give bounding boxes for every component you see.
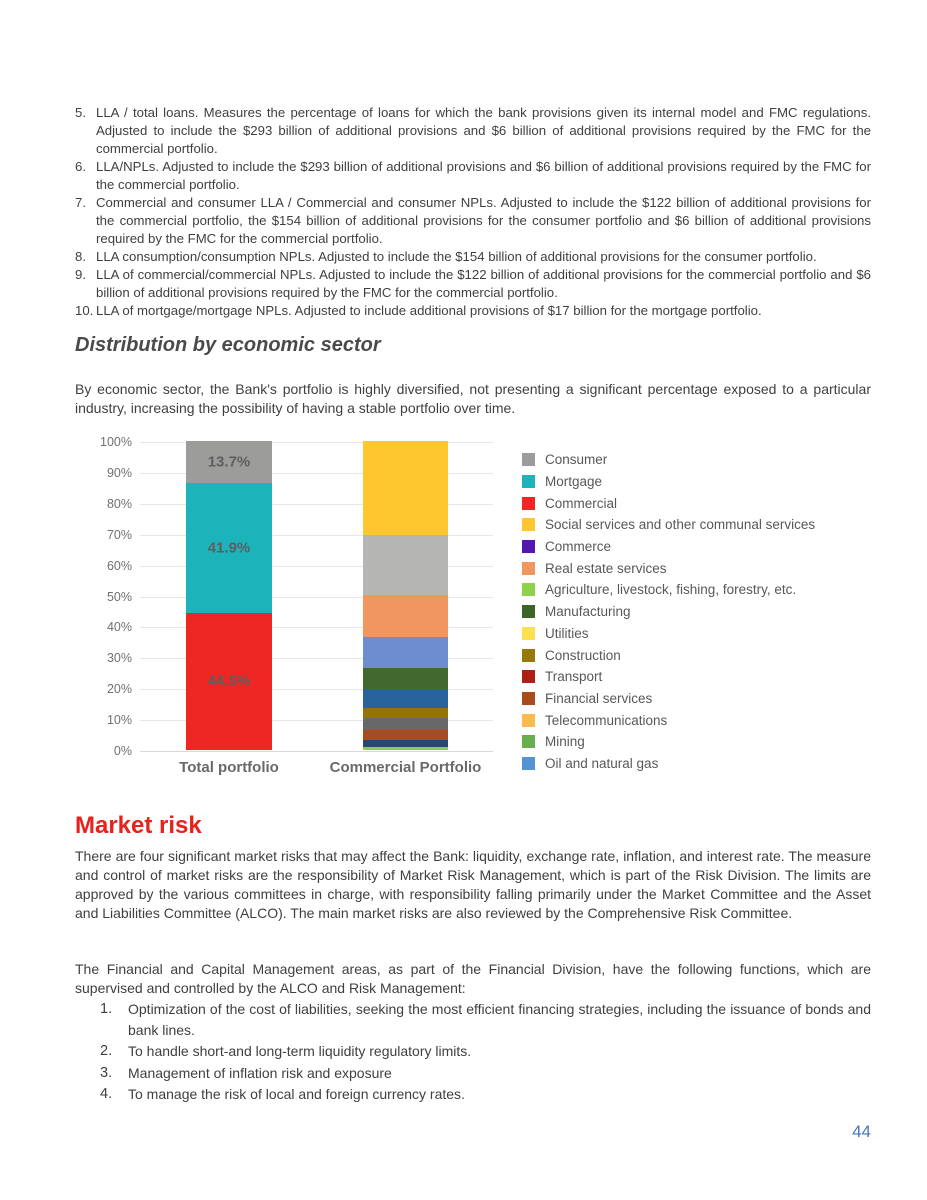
legend-item — [522, 536, 815, 558]
chart-plot-area — [100, 435, 493, 758]
list-item-text: LLA of mortgage/mortgage NPLs. Adjusted to include additional provisions of $17 billion for the mortgage portfolio. — [96, 303, 762, 318]
legend-label: Manufacturing — [545, 604, 631, 620]
legend-label: Transport — [545, 669, 603, 685]
legend-label: Mining — [545, 734, 585, 750]
note-item — [75, 266, 871, 302]
list-item-number: 1. — [100, 1001, 113, 1017]
legend-item — [522, 579, 815, 601]
legend-swatch-icon — [522, 735, 535, 748]
bar-segment — [363, 441, 448, 535]
legend-label: Agriculture, livestock, fishing, forestry, etc. — [545, 582, 797, 598]
legend-item — [522, 471, 815, 493]
list-item-number: 6. — [75, 159, 86, 174]
y-axis-tick-label: 40% — [106, 620, 132, 635]
list-item-number: 2. — [100, 1043, 113, 1059]
list-item-number: 7. — [75, 195, 86, 210]
legend-label: Commerce — [545, 539, 612, 555]
bar-segment — [363, 718, 448, 729]
note-item — [75, 248, 871, 266]
legend-swatch-icon — [522, 497, 535, 510]
legend-label: Social services and other communal services — [545, 517, 816, 533]
note-item — [75, 158, 871, 194]
legend-item — [522, 731, 815, 753]
y-axis-tick-label: 100% — [100, 435, 132, 449]
legend-swatch-icon — [522, 518, 535, 531]
function-item — [100, 999, 871, 1040]
list-item-text: LLA / total loans. Measures the percentage of loans for which the bank provisions given its internal model and FMC regulations. Adjusted to include the $293 billion of additional provisions and $6 billion of additional provisions required by the FMC for the commercial portfolio. — [96, 105, 871, 156]
bar-segment — [363, 668, 448, 689]
function-item — [100, 1041, 871, 1062]
list-item-number: 3. — [100, 1064, 113, 1081]
legend-label: Utilities — [545, 625, 589, 641]
list-item-text: Management of inflation risk and exposure — [128, 1064, 392, 1081]
category-label: Total portfolio — [179, 759, 279, 776]
bar-segment — [363, 730, 448, 740]
distribution-paragraph: By economic sector, the Bank's portfolio is highly diversified, not presenting a significant percentage exposed to a particular industry, increasing the possibility of having a stable portfolio over time. — [75, 381, 871, 416]
legend-item — [522, 492, 815, 514]
function-item — [100, 1084, 871, 1105]
legend-label: Mortgage — [545, 474, 603, 490]
legend-item — [522, 449, 815, 471]
legend-swatch-icon — [522, 757, 535, 770]
legend-item — [522, 753, 815, 775]
note-item — [75, 302, 871, 320]
legend-item — [522, 666, 815, 688]
list-item-number: 9. — [75, 267, 86, 282]
legend-item — [522, 514, 815, 536]
y-axis-tick-label: 0% — [113, 744, 132, 758]
list-item-number: 4. — [100, 1086, 113, 1102]
legend-label: Commercial — [545, 495, 618, 511]
legend-label: Oil and natural gas — [545, 755, 659, 771]
legend-label: Consumer — [545, 452, 608, 468]
economic-sector-chart — [96, 435, 896, 787]
list-item-number: 10. — [75, 303, 94, 318]
segment-data-label: 44.5% — [207, 672, 251, 690]
list-item-text: To handle short-and long-term liquidity regulatory limits. — [128, 1043, 472, 1059]
bar-segment — [363, 535, 448, 595]
legend-swatch-icon — [522, 714, 535, 727]
y-axis-tick-label: 90% — [106, 465, 132, 480]
legend-label: Telecommunications — [545, 712, 668, 728]
gridline — [140, 751, 493, 752]
list-item-text: Optimization of the cost of liabilities, seeking the most efficient financing strategies, including the issuance of bonds and bank lines. — [128, 1001, 871, 1038]
market-risk-paragraph-2: The Financial and Capital Management areas, as part of the Financial Division, have the following functions, which are supervised and controlled by the ALCO and Risk Management: — [75, 961, 871, 996]
legend-swatch-icon — [522, 670, 535, 683]
legend-swatch-icon — [522, 605, 535, 618]
legend-swatch-icon — [522, 692, 535, 705]
legend-swatch-icon — [522, 627, 535, 640]
section-title-market-risk: Market risk — [75, 812, 202, 839]
bar-segment — [363, 740, 448, 747]
y-axis-tick-label: 30% — [106, 651, 132, 666]
legend-swatch-icon — [522, 649, 535, 662]
list-item-number: 8. — [75, 249, 86, 264]
legend-item — [522, 709, 815, 731]
bar-segment — [363, 708, 448, 719]
y-axis-tick-label: 80% — [106, 496, 132, 511]
segment-data-label: 13.7% — [207, 453, 251, 471]
legend-swatch-icon — [522, 475, 535, 488]
legend-swatch-icon — [522, 540, 535, 553]
bar-segment — [363, 689, 448, 708]
chart-legend — [522, 449, 815, 774]
legend-item — [522, 644, 815, 666]
stacked-bar — [363, 441, 448, 750]
legend-item — [522, 601, 815, 623]
bar-segment — [363, 747, 448, 750]
list-item-text: LLA of commercial/commercial NPLs. Adjusted to include the $122 billion of additional provisions for the commercial portfolio and $6 billion of additional provisions required by the FMC for the commercial portfolio. — [96, 267, 871, 300]
functions-list — [100, 999, 871, 1106]
bar-segment — [363, 595, 448, 637]
segment-data-label: 41.9% — [207, 539, 251, 557]
y-axis-tick-label: 60% — [106, 558, 132, 573]
note-item — [75, 194, 871, 248]
y-axis-tick-label: 10% — [106, 713, 132, 728]
list-item-text: LLA consumption/consumption NPLs. Adjusted to include the $154 billion of additional provisions for the consumer portfolio. — [96, 249, 817, 264]
legend-swatch-icon — [522, 453, 535, 466]
list-item-text: To manage the risk of local and foreign currency rates. — [128, 1086, 465, 1102]
legend-swatch-icon — [522, 583, 535, 596]
legend-item — [522, 557, 815, 579]
notes-list — [75, 104, 871, 320]
y-axis-tick-label: 20% — [106, 682, 132, 697]
y-axis-tick-label: 50% — [106, 589, 132, 604]
market-risk-paragraph-1: There are four significant market risks that may affect the Bank: liquidity, exchange rate, inflation, and interest rate. The measure and control of market risks are the responsibility of Market Risk Management, which is part of the Risk Division. The limits are approved by the various committees in charge, with responsibility falling primarily under the Market Committee and the Asset and Liabilities Committee (ALCO). The main market risks are also reviewed by the Comprehensive Risk Committee. — [75, 848, 871, 921]
note-item — [75, 104, 871, 158]
legend-item — [522, 688, 815, 710]
y-axis-tick-label: 70% — [106, 527, 132, 542]
list-item-number: 5. — [75, 105, 86, 120]
stacked-bar — [186, 441, 272, 750]
page-number: 44 — [852, 1122, 871, 1141]
function-item — [100, 1063, 871, 1084]
list-item-text: LLA/NPLs. Adjusted to include the $293 billion of additional provisions and $6 billion of additional provisions required by the FMC for the commercial portfolio. — [96, 159, 871, 192]
list-item-text: Commercial and consumer LLA / Commercial and consumer NPLs. Adjusted to include the $122 billion of additional provisions for the commercial portfolio, the $154 billion of additional provisions for the consumer portfolio and $6 billion of additional provisions required by the FMC for the commercial portfolio. — [96, 195, 871, 246]
bar-segment — [363, 637, 448, 668]
legend-swatch-icon — [522, 562, 535, 575]
legend-label: Construction — [545, 647, 621, 663]
legend-item — [522, 623, 815, 645]
legend-label: Real estate services — [545, 560, 667, 576]
section-title-distribution: Distribution by economic sector — [75, 334, 381, 356]
category-label: Commercial Portfolio — [329, 759, 482, 776]
legend-label: Financial services — [545, 690, 653, 706]
